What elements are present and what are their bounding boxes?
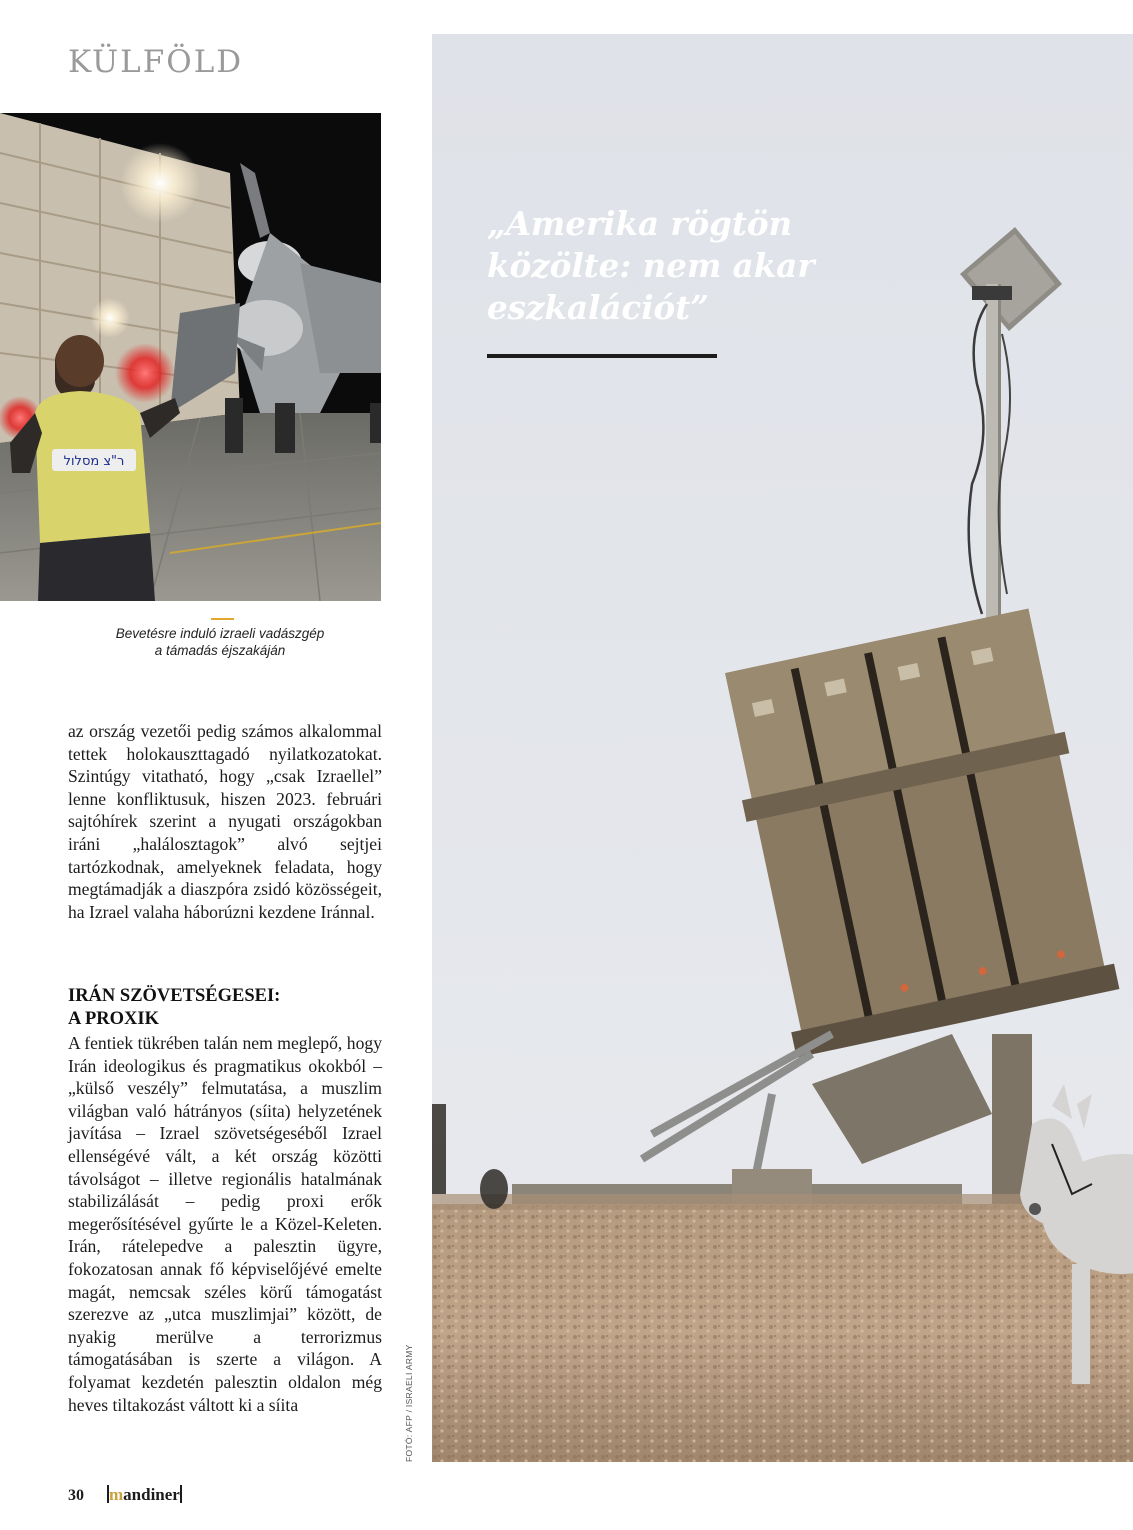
pull-quote: „Amerika rögtön közölte: nem akar eszkalációt” (487, 204, 815, 327)
section-subheading: IRÁN SZÖVETSÉGESEI: A PROXIK (68, 986, 281, 1029)
magazine-logo (107, 1485, 182, 1505)
fighter-jet-photo (0, 113, 381, 601)
page-number: 30 (68, 1487, 84, 1504)
section-label: KÜLFÖLD (68, 44, 244, 80)
body-paragraph-2: A fentiek tükrében talán nem meglepő, hogy Irán ideologikus és pragmatikus okokból – „külső veszély” felmutatása, a muszlim világban való hátrányos (síita) helyzetének javítása – Izrael szövetségeséből Izrael ellenségévé vált, a két ország közötti távolságot – illetve regionális hatalmának stabilizálását – pedig proxi erők megerősítésével gyűrte le a Közel-Keleten. Irán, rátelepedve a palesztin ügyre, fokozatosan annak fő képviselőjévé emelte magát, nemcsak széles körű támogatást szerezve az „utca muszlimjai” között, de nyakig merülve a terrorizmus támogatásában is szerte a világon. A folyamat kezdetén palesztin oldalon még heves tiltakozást váltott ki a síita (68, 1033, 382, 1415)
body-paragraph-1: az ország vezetői pedig számos alkalommal tettek holokauszttagadó nyilatkozatokat. Szintúgy vitatható, hogy „csak Izraellel” lenne konfliktusuk, hiszen 2023. februári sajtóhírek szerint a nyugati országokban iráni „halálosztagok” alvó sejtjei tartózkodnak, amelyeknek feladata, hogy megtámadják a diaszpóra zsidó közösségeit, ha Izrael valaha háborúzni kezdene Iránnal. (68, 721, 382, 922)
caption-line-2: a támadás éjszakáján (154, 643, 286, 658)
pull-quote-rule (487, 354, 717, 358)
vest-text: ר"צ מסלול (63, 454, 125, 469)
photo-caption (60, 625, 380, 659)
logo-right-bar (180, 1485, 182, 1503)
caption-accent-rule (211, 618, 234, 620)
caption-line-1: Bevetésre induló izraeli vadászgép (115, 626, 325, 641)
logo-initial: m (109, 1485, 124, 1504)
logo-wordmark: andiner (123, 1485, 180, 1504)
photo-credit: FOTÓ: AFP / ISRAELI ARMY (404, 1344, 414, 1462)
